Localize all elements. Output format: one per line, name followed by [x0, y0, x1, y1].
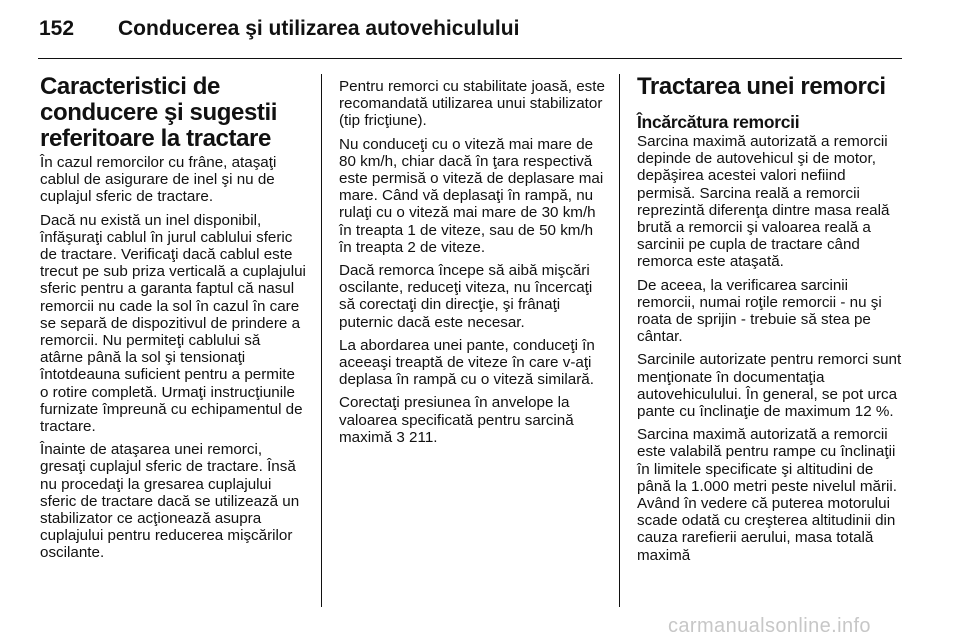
column-1 [40, 74, 307, 568]
subsection-title-trailer-load: Încărcătura remorcii [637, 112, 800, 132]
column-3 [637, 74, 903, 570]
paragraph: Sarcina maximă autorizată a remorcii depinde de autovehicul şi de motor, depăşirea acestei valori nefiind permisă. Sarcina reală a remorcii reprezintă diferenţa dintre masa reală brută a remorcii şi valoarea reală a sarcinii pe cupla de tractare când remorca este ataşată. [637, 133, 890, 271]
paragraph: Corectaţi presiunea în anvelope la valoarea specificată pentru sarcină maximă 3 211. [339, 394, 574, 446]
paragraph: Pentru remorci cu stabilitate joasă, este recomandată utilizarea unui stabilizator (tip fricţiune). [339, 78, 605, 130]
paragraph: Sarcina maximă autorizată a remorcii este valabilă pentru rampe cu înclinaţii în limitele specificate şi altitudini de până la 1.000 metri peste nivelul mării. Având în vedere că puterea motorului scade odată cu creşterea altitudinii din cauza rarefierii aerului, masa totală maximă [637, 426, 898, 564]
page-number: 152 [39, 17, 75, 40]
column-2 [339, 78, 605, 452]
column-divider [619, 74, 620, 607]
paragraph: În cazul remorcilor cu frâne, ataşaţi cablul de asigurare de inel şi nu de cuplajul sferic de tractare. [40, 154, 277, 206]
paragraph: Nu conduceţi cu o viteză mai mare de 80 km/h, chiar dacă în ţara respectivă este permisă o viteză de deplasare mai mare. Când vă deplasaţi în rampă, nu rulaţi cu o viteză mai mare de 30 km/h în treapta 1 de viteze, sau de 50 km/h în treapta 2 de viteze. [339, 135, 604, 256]
paragraph: Dacă remorca începe să aibă mişcări oscilante, reduceţi viteza, nu încercaţi să corectaţi din direcţie, şi frânaţi puternic dacă este necesar. [339, 262, 593, 331]
paragraph: De aceea, la verificarea sarcinii remorcii, numai roţile remorcii - nu şi roata de sprijin - trebuie să stea pe cântar. [637, 276, 882, 346]
paragraph: Înainte de ataşarea unei remorci, gresaţi cuplajul sferic de tractare. Însă nu procedaţi la gresarea cuplajului sferic de tractare dacă se utilizează un stabilizator ce acţionează asupra cuplajului pentru reducerea mişcărilor oscilante. [40, 441, 300, 562]
page-header-title: Conducerea şi utilizarea autovehiculului [118, 17, 520, 40]
section-title-trailer-towing: Tractarea unei remorci [637, 73, 886, 100]
section-title-towing-characteristics: Caracteristici de conducere şi sugestii referitoare la tractare [40, 73, 278, 152]
column-divider [321, 74, 322, 607]
paragraph: La abordarea unei pante, conduceţi în aceeaşi treaptă de viteze în care v-aţi deplasa în rampă cu o viteză similară. [339, 336, 595, 389]
header-rule [38, 58, 902, 59]
watermark: carmanualsonline.info [668, 615, 871, 637]
paragraph: Dacă nu există un inel disponibil, înfăşuraţi cablul în jurul cablului sferic de tractare. Verificaţi dacă cablul este trecut pe sub priza verticală a cuplajului sferic pentru a garanta faptul că nasul remorcii nu cade la sol în cazul în care se separă de dispozitivul de prindere a remorcii. Nu permiteţi cablului să atârne până la sol şi tensionaţi întotdeauna suficient pentru a permite o rotire completă. Urmaţi instrucţiunile furnizate împreună cu echipamentul de tractare. [40, 211, 306, 436]
paragraph: Sarcinile autorizate pentru remorci sunt menţionate în documentaţia autovehiculului. În general, se pot urca pante cu înclinaţie de maximum 12 %. [637, 351, 902, 421]
